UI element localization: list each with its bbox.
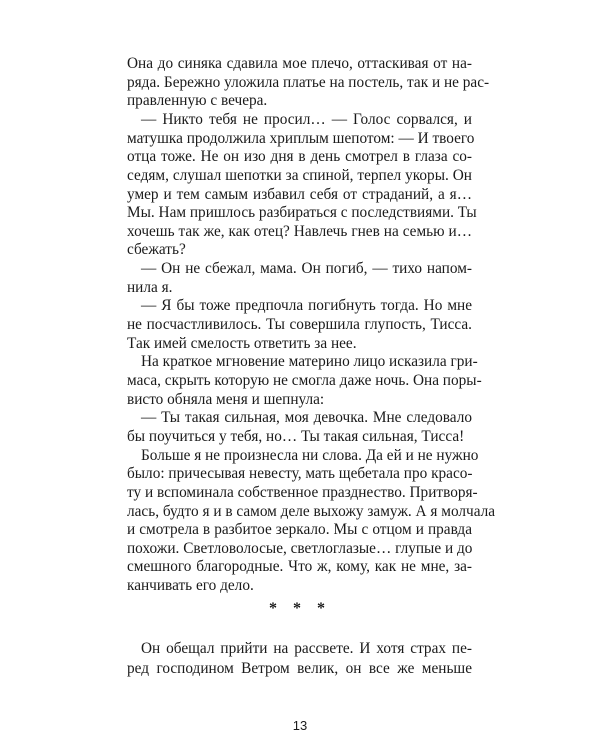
text-line: хочешь так же, как отец? Навлечь гнев на семью и… (127, 223, 472, 240)
text-line: Мы. Нам пришлось разбираться с последствиями. Ты (127, 204, 477, 221)
text-line: седям, слушал шепотки за спиной, терпел укоры. Он (127, 167, 472, 184)
text-line: Больше я не произнесла ни слова. Да ей и не нужно (141, 447, 479, 464)
text-line: — Он не сбежал, мама. Он погиб, — тихо напом- (141, 260, 472, 277)
text-line: и смотрела в разбитое зеркало. Мы с отцом и правда (127, 521, 472, 538)
text-line: Она до синяка сдавила мое плечо, оттаскивая от на- (127, 55, 472, 72)
text-line: — Никто тебя не просил… — Голос сорвался, и (141, 111, 472, 128)
text-line: не посчастливилось. Ты совершила глупость, Тисса. (127, 316, 472, 333)
text-line: смешного благородные. Что ж, кому, как не мне, за- (127, 558, 472, 575)
section-separator: * * * (269, 600, 331, 617)
text-line: Так имей смелость ответить за нее. (127, 335, 357, 352)
text-line: нила я. (127, 279, 173, 296)
text-line: отца тоже. Не он изо дня в день смотрел в глаза со- (127, 148, 472, 165)
text-line: ту и вспоминала собственное празднество. Притворя- (127, 484, 478, 501)
text-line: — Ты такая сильная, моя девочка. Мне следовало (141, 409, 472, 426)
text-line: висто обняла меня и шепнула: (127, 391, 325, 408)
text-line: ред господином Ветром велик, он все же меньше (127, 660, 472, 677)
text-line: лась, будто я и в самом деле выхожу замуж. А я молчала (127, 503, 496, 520)
text-line: На краткое мгновение материно лицо исказила гри- (141, 353, 478, 370)
text-line: ряда. Бережно уложила платье на постель, так и не рас- (127, 74, 490, 91)
text-line: правленную с вечера. (127, 92, 268, 109)
text-line: матушка продолжила хриплым шепотом: — И твоего (127, 130, 475, 147)
text-line: Он обещал прийти на рассвете. И хотя страх пе- (141, 640, 472, 657)
text-line: сбежать? (127, 241, 186, 258)
text-line: бы поучиться у тебя, но… Ты такая сильная, Тисса! (127, 428, 465, 445)
text-line: канчивать его дело. (127, 577, 254, 594)
page-number: 13 (292, 718, 308, 733)
text-line: маса, скрыть которую не смогла даже ночь. Она поры- (127, 372, 482, 389)
text-line: похожи. Светловолосые, светлоглазые… глупые и до (127, 540, 473, 557)
text-line: — Я бы тоже предпочла погибнуть тогда. Но мне (141, 297, 472, 314)
text-line: умер и тем самым избавил себя от страданий, а я… (127, 186, 472, 203)
text-line: было: причесывая невесту, мать щебетала про красо- (127, 465, 473, 482)
